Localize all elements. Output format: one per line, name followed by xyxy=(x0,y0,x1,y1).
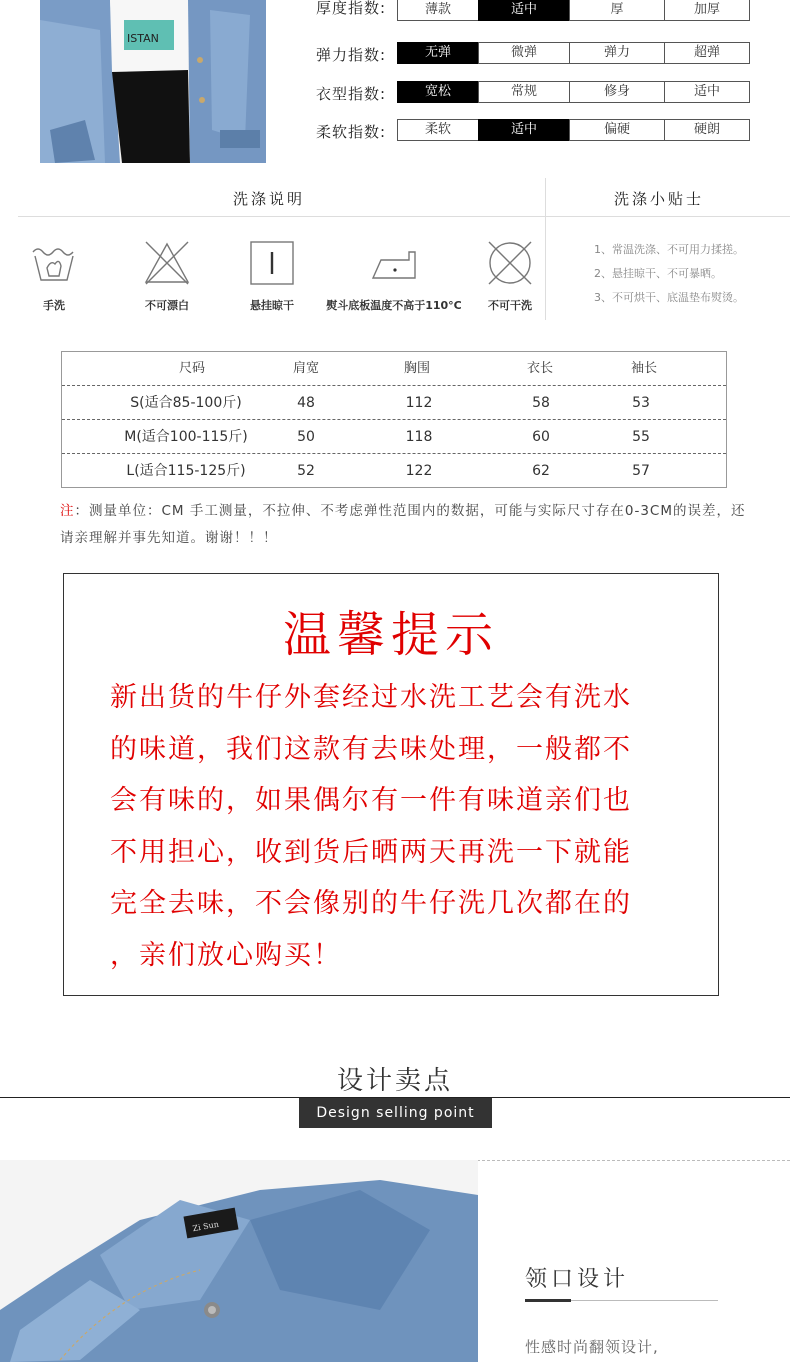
table-row xyxy=(62,386,726,420)
size-header-cell: 衣长 xyxy=(526,361,554,376)
warm-notice-box xyxy=(63,573,719,996)
product-photo-collar xyxy=(0,1160,478,1362)
wash-caption: 不可干洗 xyxy=(488,299,532,312)
wash-tip: 1、常温洗涤、不可用力揉搓。 xyxy=(594,243,744,256)
wash-tip: 2、悬挂晾干、不可暴晒。 xyxy=(594,267,722,280)
index-option: 适中 xyxy=(664,81,750,103)
index-option: 超弹 xyxy=(664,42,750,64)
index-option: 微弹 xyxy=(478,42,570,64)
size-cell: L(适合115-125斤) xyxy=(126,463,246,479)
wash-caption: 悬挂晾干 xyxy=(250,299,294,312)
note-prefix: 注 xyxy=(60,503,75,519)
index-option-selected: 无弹 xyxy=(397,42,479,64)
index-option-selected: 适中 xyxy=(478,0,570,21)
design-section-title: 设计卖点 xyxy=(336,1066,453,1096)
measurement-note xyxy=(60,498,750,552)
wash-caption: 手洗 xyxy=(43,299,65,312)
index-option: 薄款 xyxy=(397,0,479,21)
size-cell: 122 xyxy=(405,463,433,479)
notice-line: 会有味的，如果偶尔有一件有味道亲们也 xyxy=(110,785,632,816)
index-row-fit xyxy=(316,81,756,107)
notice-body xyxy=(110,672,680,981)
collar-title: 领口设计 xyxy=(525,1267,630,1292)
size-cell: 118 xyxy=(405,429,433,445)
index-option: 加厚 xyxy=(664,0,750,21)
size-cell: 62 xyxy=(532,463,550,479)
index-option-selected: 宽松 xyxy=(397,81,479,103)
table-row xyxy=(62,454,726,488)
collar-description: 性感时尚翻领设计, xyxy=(525,1338,659,1356)
notice-line: ，亲们放心购买！ xyxy=(110,939,342,971)
product-photo-top xyxy=(40,0,266,163)
size-cell: 52 xyxy=(297,463,315,479)
wash-tips-title: 洗涤小贴士 xyxy=(614,190,705,208)
index-option: 厚 xyxy=(569,0,665,21)
index-option: 弹力 xyxy=(569,42,665,64)
index-label: 厚度指数: xyxy=(316,0,387,17)
divider xyxy=(525,1299,571,1302)
size-table xyxy=(61,351,727,488)
size-header-cell: 胸围 xyxy=(403,361,431,376)
size-cell: S(适合85-100斤) xyxy=(130,395,242,411)
index-row-softness xyxy=(316,119,756,145)
wash-tips-list xyxy=(594,238,744,310)
index-label: 柔软指数: xyxy=(316,123,387,141)
size-cell: 48 xyxy=(297,395,315,411)
svg-text:Zi Sun: Zi Sun xyxy=(191,1219,220,1234)
wash-caption: 不可漂白 xyxy=(145,299,189,312)
notice-line: 不用担心，收到货后晒两天再洗一下就能 xyxy=(110,836,632,868)
svg-text:ISTAN: ISTAN xyxy=(127,32,159,45)
size-cell: M(适合100-115斤) xyxy=(124,429,248,445)
index-label: 衣型指数: xyxy=(316,85,387,103)
note-text: ：测量单位：CM 手工测量，不拉伸、不考虑弹性范围内的数据，可能与实际尺寸存在0-3CM的误差，还请亲理解并事先知道。谢谢！！！ xyxy=(60,503,746,546)
notice-line: 的味道，我们这款有去味处理，一般都不 xyxy=(110,733,632,765)
size-cell: 53 xyxy=(632,395,650,411)
hand-wash-icon xyxy=(29,238,79,288)
size-cell: 112 xyxy=(405,395,433,411)
notice-line: 完全去味，不会像别的牛仔洗几次都在的 xyxy=(110,888,632,919)
no-bleach-icon xyxy=(142,238,192,288)
size-header-cell: 尺码 xyxy=(178,361,206,376)
index-row-elasticity xyxy=(316,42,756,68)
notice-title: 温馨提示 xyxy=(282,607,499,663)
size-header-cell: 肩宽 xyxy=(292,361,320,376)
index-option: 柔软 xyxy=(397,119,479,141)
divider xyxy=(477,1160,790,1161)
index-option: 硬朗 xyxy=(664,119,750,141)
no-dry-clean-icon xyxy=(485,238,535,288)
wash-title: 洗涤说明 xyxy=(233,190,306,208)
size-cell: 60 xyxy=(532,429,550,445)
index-row-thickness xyxy=(316,0,756,26)
size-cell: 50 xyxy=(297,429,315,445)
size-cell: 58 xyxy=(532,395,550,411)
table-row xyxy=(62,420,726,454)
hang-dry-icon xyxy=(247,238,297,288)
divider xyxy=(18,216,790,217)
size-cell: 55 xyxy=(632,429,650,445)
index-label: 弹力指数: xyxy=(316,46,387,64)
wash-tip: 3、不可烘干、底温垫布熨烫。 xyxy=(594,291,744,304)
notice-line: 新出货的牛仔外套经过水洗工艺会有洗水 xyxy=(110,682,632,713)
index-option-selected: 适中 xyxy=(478,119,570,141)
divider xyxy=(545,178,546,320)
index-option: 偏硬 xyxy=(569,119,665,141)
iron-110-icon xyxy=(369,238,419,288)
design-badge: Design selling point xyxy=(299,1098,492,1128)
index-option: 常规 xyxy=(478,81,570,103)
size-header-cell: 袖长 xyxy=(630,361,658,376)
wash-caption: 熨斗底板温度不高于110°C xyxy=(326,299,462,312)
size-cell: 57 xyxy=(632,463,650,479)
index-option: 修身 xyxy=(569,81,665,103)
size-table-header xyxy=(62,352,726,386)
